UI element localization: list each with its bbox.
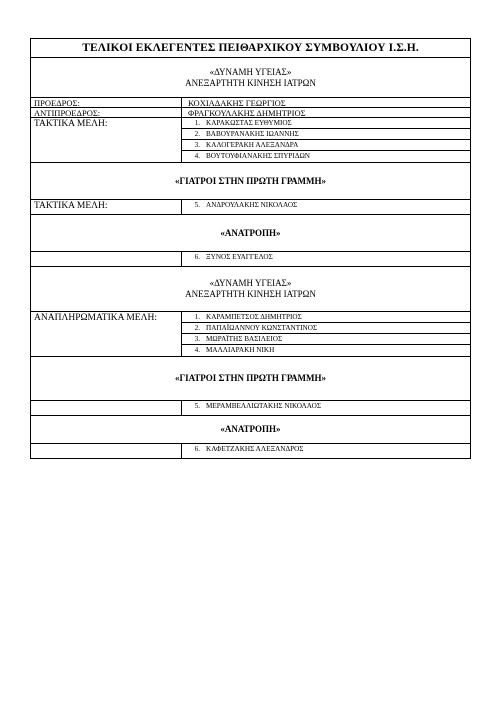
item-number: 5. <box>194 201 200 209</box>
faction-name: «ΓΙΑΤΡΟΙ ΣΤΗΝ ΠΡΩΤΗ ΓΡΑΜΜΗ» <box>174 373 327 383</box>
item-number: 3. <box>194 335 200 343</box>
faction-block-dynami-1 <box>31 58 470 98</box>
list-item <box>182 252 470 266</box>
regular-members-group-3 <box>31 252 470 267</box>
faction-name: «ΓΙΑΤΡΟΙ ΣΤΗΝ ΠΡΩΤΗ ΓΡΑΜΜΗ» <box>174 175 327 186</box>
member-name: ΚΑΡΑΚΩΣΤΑΣ ΕΥΘΥΜΙΟΣ <box>206 119 292 127</box>
president-name: ΚΟΧΙΑΔΑΚΗΣ ΓΕΩΡΓΙΟΣ <box>188 98 286 108</box>
item-number: 4. <box>194 346 200 354</box>
faction-name: «ΔΥΝΑΜΗ ΥΓΕΙΑΣ» <box>209 278 292 288</box>
list-item <box>182 200 470 214</box>
member-name: ΜΕΡΑΜΒΕΛΛΙΩΤΑΚΗΣ ΝΙΚΟΛΑΟΣ <box>206 402 322 410</box>
member-name: ΚΑΛΟΓΕΡΑΚΗ ΑΛΕΞΑΝΔΡΑ <box>206 141 299 149</box>
member-name: ΒΑΒΟΥΡΑΝΑΚΗΣ ΙΩΑΝΝΗΣ <box>206 130 299 138</box>
item-number: 2. <box>194 130 200 138</box>
regular-members-group-1 <box>31 118 470 163</box>
list-item <box>182 118 470 129</box>
member-name: ΚΑΦΕΤΖΑΚΗΣ ΑΛΕΞΑΝΔΡΟΣ <box>206 445 304 453</box>
item-number: 4. <box>194 152 200 160</box>
member-name: ΜΩΡΑΪΤΗΣ ΒΑΣΙΛΕΙΟΣ <box>206 335 283 343</box>
item-number: 2. <box>194 324 200 332</box>
alternate-members-group-2 <box>31 401 470 416</box>
member-list <box>182 252 470 266</box>
list-item <box>182 151 470 162</box>
regular-members-group-2 <box>31 200 470 215</box>
faction-subtitle: ΑΝΕΞΑΡΤΗΤΗ ΚΙΝΗΣΗ ΙΑΤΡΩΝ <box>185 289 316 299</box>
member-list <box>182 200 470 214</box>
president-row <box>31 98 470 108</box>
faction-name: «ΑΝΑΤΡΟΠΗ» <box>220 424 281 434</box>
member-list <box>182 401 470 415</box>
list-item <box>182 345 470 356</box>
vicepresident-label: ΑΝΤΙΠΡΟΕΔΡΟΣ: <box>31 108 182 117</box>
item-number: 3. <box>194 141 200 149</box>
vicepresident-name: ΦΡΑΓΚΟΥΛΑΚΗΣ ΔΗΜΗΤΡΙΟΣ <box>188 108 306 118</box>
member-list <box>182 312 470 356</box>
list-item <box>182 401 470 415</box>
member-name: ΞΥΝΟΣ ΕΥΑΓΓΕΛΟΣ <box>206 253 273 261</box>
alternate-members-label: ΑΝΑΠΛΗΡΩΜΑΤΙΚΑ ΜΕΛΗ: <box>31 312 182 356</box>
faction-block-anatropi-2 <box>31 416 470 444</box>
member-name: ΠΑΠΑΪΩΑΝΝΟΥ ΚΩΝΣΤΑΝΤΙΝΟΣ <box>206 324 318 332</box>
list-item <box>182 334 470 345</box>
faction-block-dynami-2 <box>31 267 470 312</box>
faction-block-anatropi-1 <box>31 215 470 252</box>
vicepresident-row <box>31 108 470 118</box>
alternate-members-group-1 <box>31 312 470 357</box>
item-number: 1. <box>194 119 200 127</box>
member-name: ΑΝΔΡΟΥΛΑΚΗΣ ΝΙΚΟΛΑΟΣ <box>206 201 298 209</box>
member-list <box>182 444 470 458</box>
president-label: ΠΡΟΕΔΡΟΣ: <box>31 98 182 107</box>
list-item <box>182 140 470 151</box>
faction-subtitle: ΑΝΕΞΑΡΤΗΤΗ ΚΙΝΗΣΗ ΙΑΤΡΩΝ <box>185 77 316 88</box>
faction-name: «ΔΥΝΑΜΗ ΥΓΕΙΑΣ» <box>209 66 292 77</box>
item-number: 6. <box>194 253 200 261</box>
member-list <box>182 118 470 162</box>
list-item <box>182 129 470 140</box>
item-number: 1. <box>194 313 200 321</box>
results-table <box>30 38 471 459</box>
item-number: 5. <box>194 402 200 410</box>
list-item <box>182 323 470 334</box>
member-name: ΒΟΥΤΟΥΦΙΑΝΑΚΗΣ ΣΠΥΡΙΔΩΝ <box>206 152 310 160</box>
list-item <box>182 312 470 323</box>
document-title: ΤΕΛΙΚΟΙ ΕΚΛΕΓΕΝΤΕΣ ΠΕΙΘΑΡΧΙΚΟΥ ΣΥΜΒΟΥΛΙΟΥ Ι.Σ.Η. <box>31 39 470 58</box>
alternate-members-group-3 <box>31 444 470 458</box>
member-name: ΜΑΛΛΙΑΡΑΚΗ ΝΙΚΗ <box>206 346 275 354</box>
list-item <box>182 444 470 458</box>
faction-block-giatroi-2 <box>31 357 470 401</box>
faction-name: «ΑΝΑΤΡΟΠΗ» <box>220 227 281 238</box>
faction-block-giatroi-1 <box>31 163 470 200</box>
item-number: 6. <box>194 445 200 453</box>
member-name: ΚΑΡΑΜΠΕΤΣΟΣ ΔΗΜΗΤΡΙΟΣ <box>206 313 302 321</box>
regular-members-label: ΤΑΚΤΙΚΑ ΜΕΛΗ: <box>31 118 182 162</box>
regular-members-label: ΤΑΚΤΙΚΑ ΜΕΛΗ: <box>31 200 182 214</box>
